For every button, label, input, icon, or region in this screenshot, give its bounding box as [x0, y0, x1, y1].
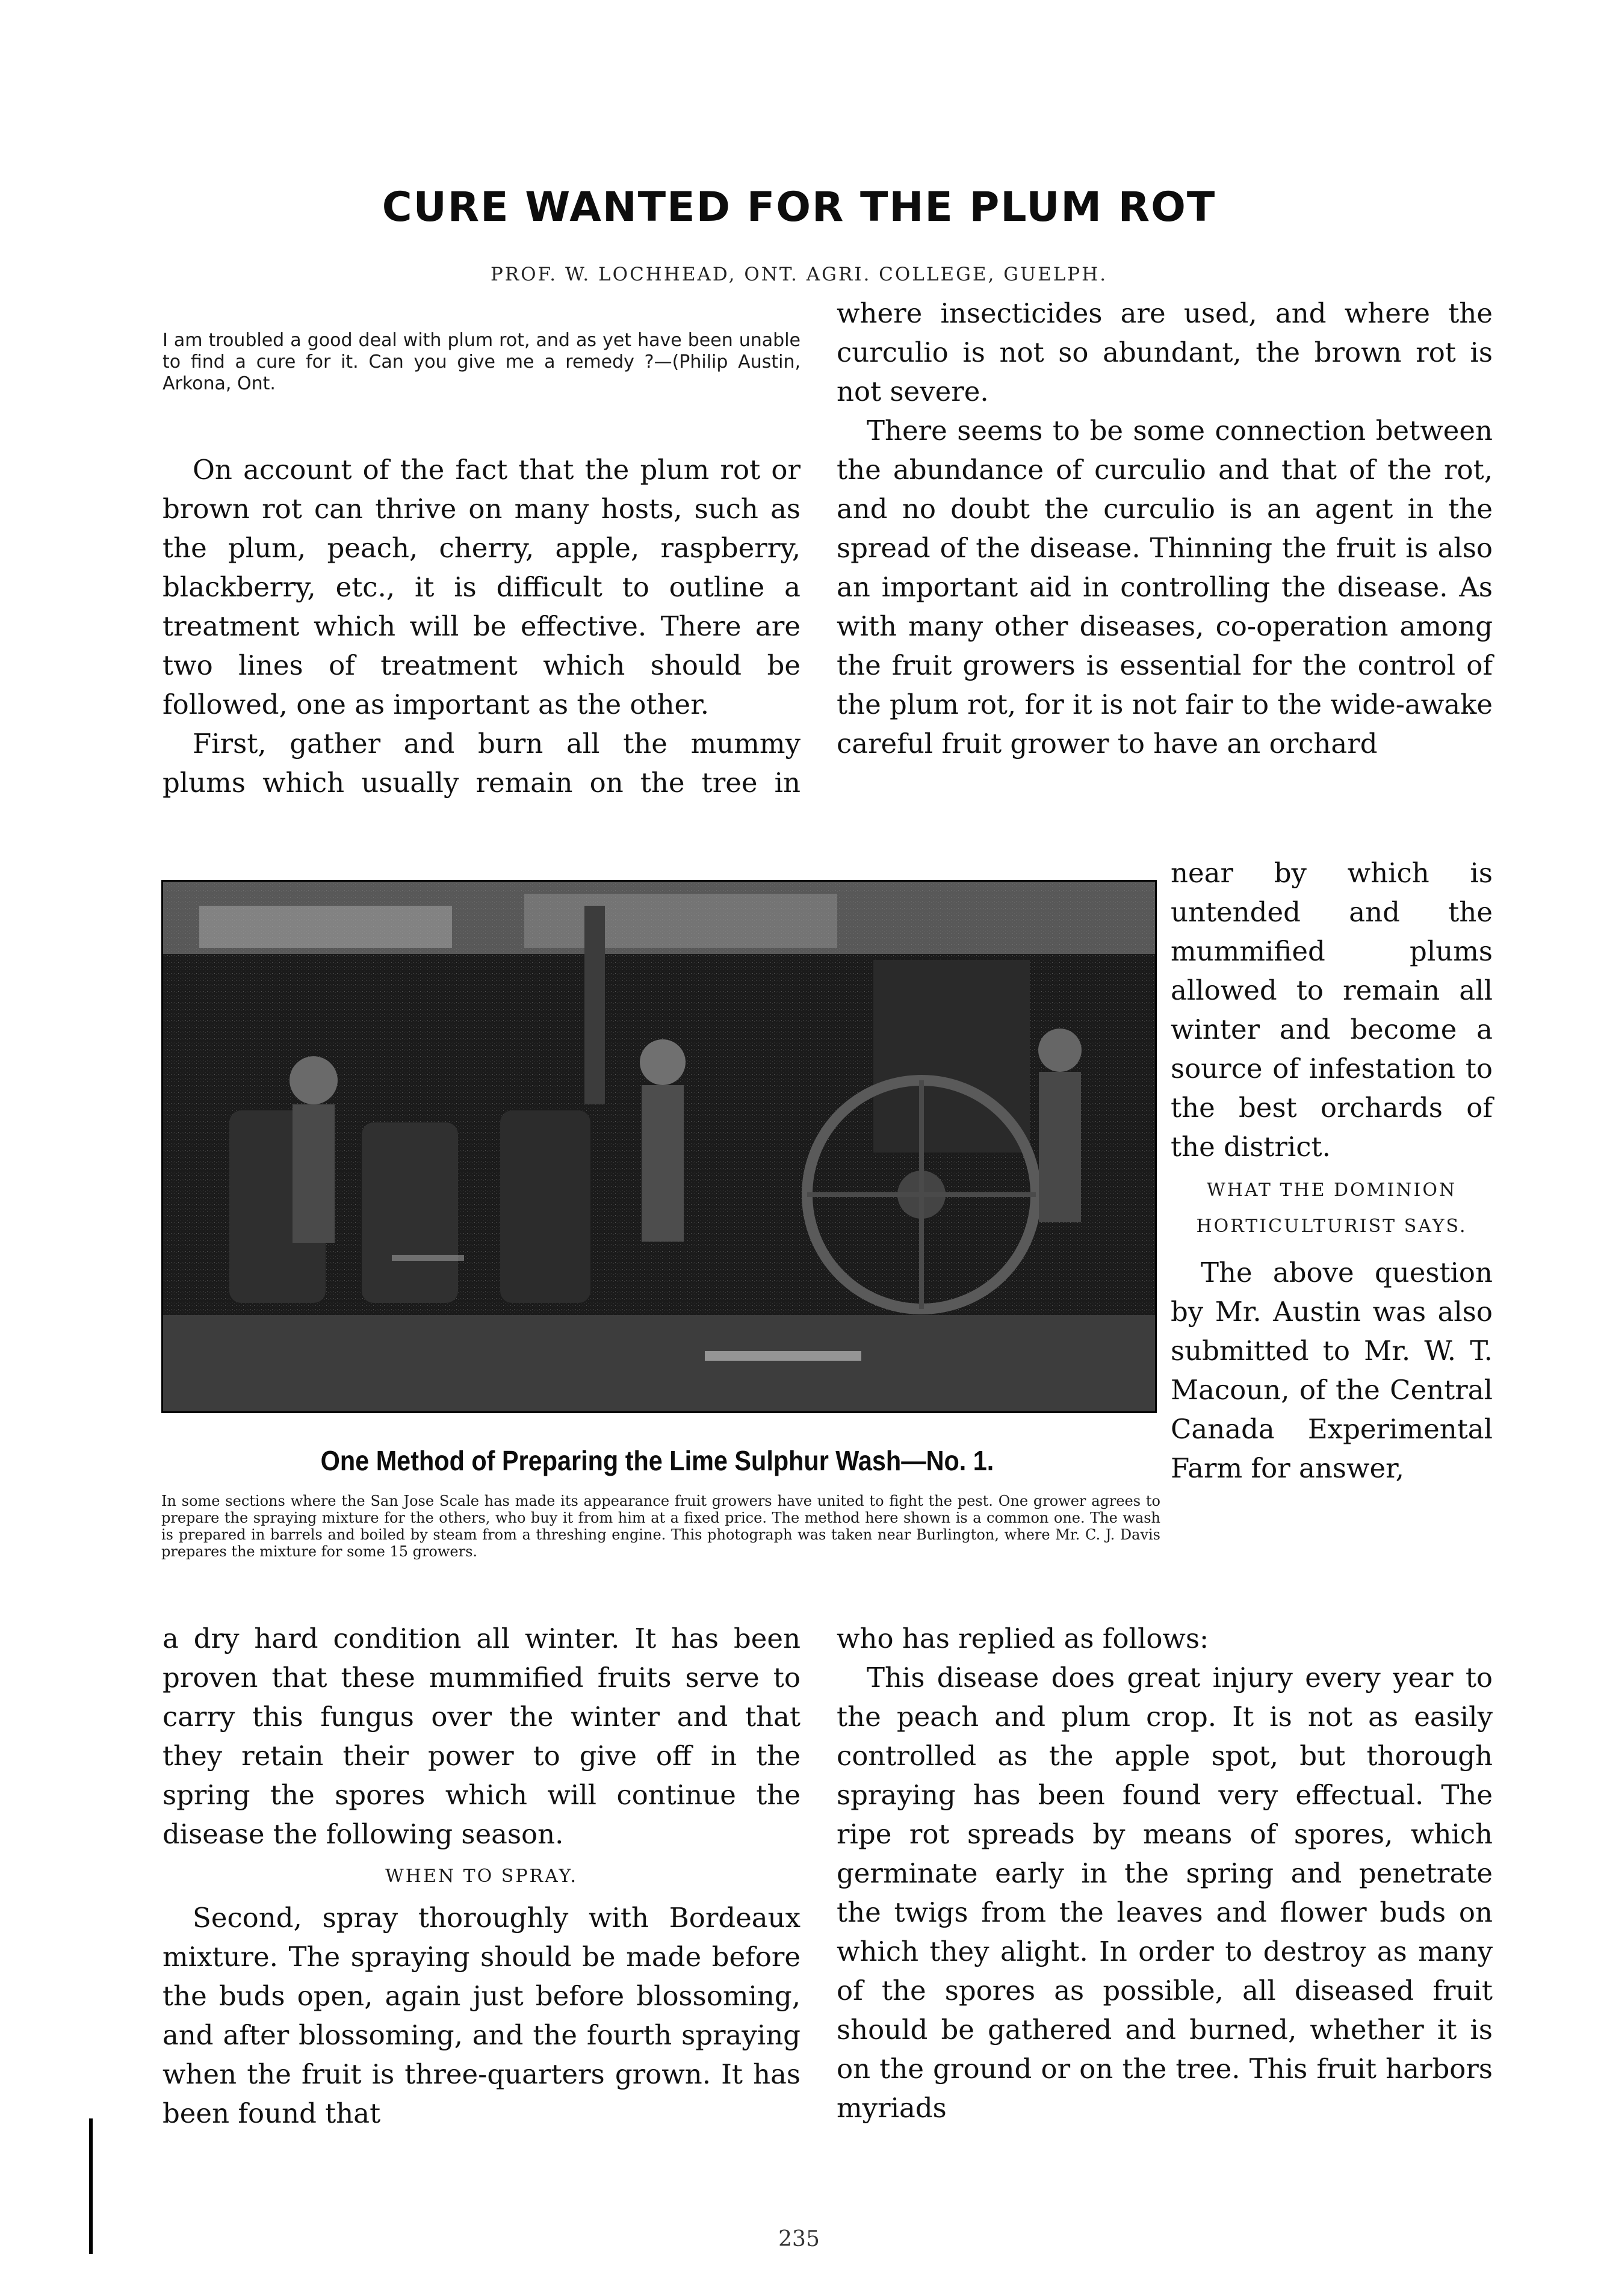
page-number: 235 [778, 2227, 820, 2251]
reader-query: I am troubled a good deal with plum rot, and as yet have been unable to find a cure for it. Can you give me a remedy ?—(Philip Austin, Arkona, Ont. [163, 330, 801, 394]
paragraph: Second, spray thoroughly with Bordeaux mixture. The spraying should be made before the buds open, again just before blossoming, and after blossoming, and the fourth spraying when the fruit is three-quarters grown. It has been found that [163, 1902, 801, 2129]
paragraph: There seems to be some connection between the abundance of curculio and that of the rot, and no doubt the curculio is an agent in the spread of the disease. Thinning the fruit is also an important aid in controlling the disease. As with many other diseases, co-operation among the fruit growers is essential for the control of the plum rot, for it is not fair to the wide-awake careful fruit grower to have an orchard [837, 415, 1493, 760]
right-column-top [837, 294, 1493, 763]
right-column-bottom [837, 1619, 1493, 2127]
paragraph: near by which is untended and the mummified plums allowed to remain all winter and become a source of infestation to the best orchards of the district. [1171, 857, 1493, 1163]
margin-rule [89, 2118, 93, 2254]
photo-caption-title: One Method of Preparing the Lime Sulphur Wash—No. 1. [320, 1445, 994, 1476]
left-column-top [163, 450, 801, 802]
paragraph: The above question by Mr. Austin was also submitted to Mr. W. T. Macoun, of the Central Canada Experimental Farm for answer, [1171, 1257, 1493, 1484]
paragraph: a dry hard condition all winter. It has been proven that these mummified fruits serve to carry this fungus over the winter and that they retain their power to give off in the spring the spores which will continue the disease the following season. [163, 1623, 801, 1850]
section-subhead: WHEN TO SPRAY. [385, 1866, 578, 1887]
photo-caption-body: In some sections where the San Jose Scale has made its appearance fruit growers have united to fight the pest. One grower agrees to prepare the spraying mixture for the others, who buy it from him at a fixed price. The method here shown is a common one. The wash is prepared in barrels and boiled by steam from a threshing engine. This photograph was taken near Burlington, where Mr. C. J. Davis prepares the mixture for some 15 growers. [161, 1493, 1160, 1560]
article-title: CURE WANTED FOR THE PLUM ROT [382, 184, 1216, 231]
article-byline: PROF. W. LOCHHEAD, ONT. AGRI. COLLEGE, GUELPH. [490, 264, 1108, 285]
right-column-narrow [1171, 853, 1493, 1488]
paragraph: who has replied as follows: [837, 1623, 1209, 1654]
left-column-bottom [163, 1619, 801, 2133]
paragraph: where insecticides are used, and where the curculio is not so abundant, the brown rot is not severe. [837, 297, 1493, 407]
paragraph: This disease does great injury every year to the peach and plum crop. It is not as easily controlled as the apple spot, but thorough spraying has been found very effectual. The ripe rot spreads by means of spores, which germinate early in the spring and penetrate the twigs from the leaves and flower buds on which they alight. In order to destroy as many of the spores as possible, all diseased fruit should be gathered and burned, whether it is on the ground or on the tree. This fruit harbors myriads [837, 1662, 1493, 2124]
paragraph: On account of the fact that the plum rot or brown rot can thrive on many hosts, such as the plum, peach, cherry, apple, raspberry, blackberry, etc., it is difficult to outline a treatment which will be effective. There are two lines of treatment which should be followed, one as important as the other. [163, 454, 801, 720]
paragraph: First, gather and burn all the mummy plums which usually remain on the tree in [163, 728, 801, 799]
lime-sulphur-photo [161, 880, 1157, 1413]
photo-illustration [163, 882, 1155, 1411]
section-subhead: WHAT THE DOMINION HORTICULTURIST SAYS. [1196, 1180, 1467, 1237]
